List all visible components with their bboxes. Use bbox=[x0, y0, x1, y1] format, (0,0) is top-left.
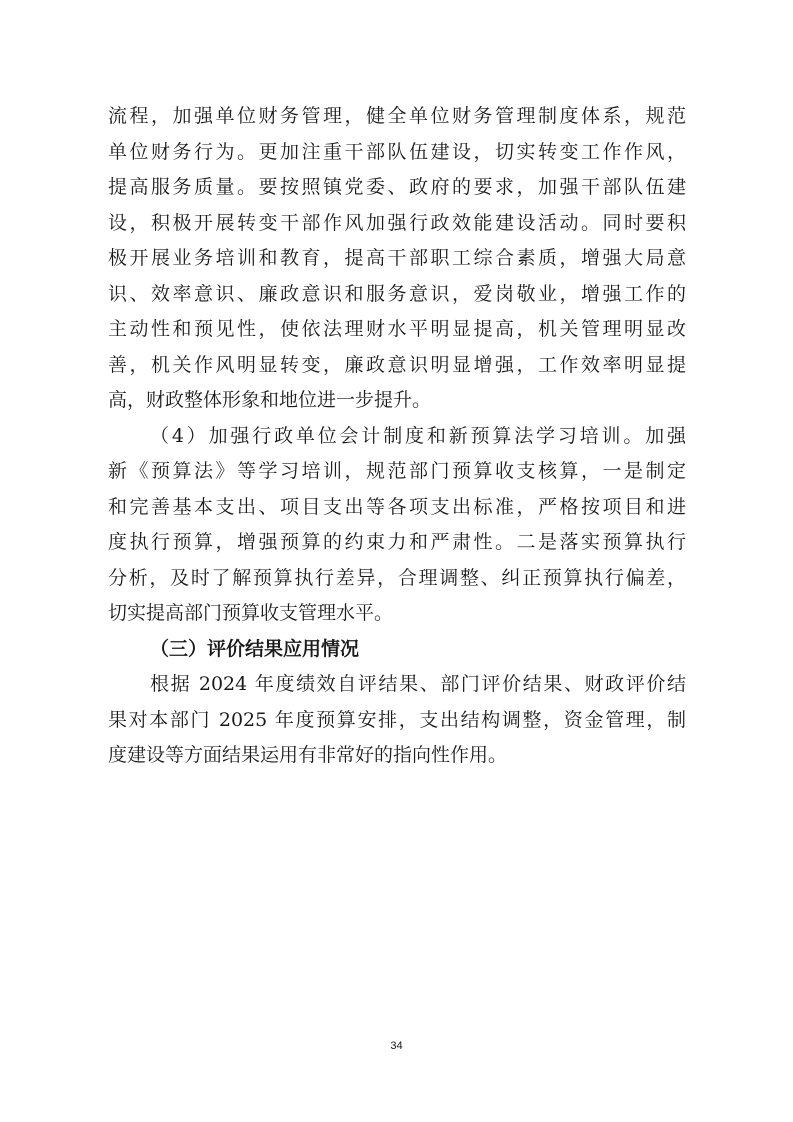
page-number: 34 bbox=[390, 1040, 403, 1052]
paragraph-item-4 bbox=[108, 419, 686, 632]
text-line: 度建设等方面结果运用有非常好的指向性作用。 bbox=[108, 744, 508, 766]
paragraph-results bbox=[108, 667, 686, 774]
text-line: 高，财政整体形象和地位进一步提升。 bbox=[108, 389, 432, 411]
text-line: 切实提高部门预算收支管理水平。 bbox=[108, 602, 394, 624]
text-line: 识、效率意识、廉政意识和服务意识，爱岗敬业，增强工作的 bbox=[108, 282, 686, 305]
text-line: 设，积极开展转变干部作风加强行政效能建设活动。同时要积 bbox=[108, 211, 686, 234]
text-line: 根据 2024 年度绩效自评结果、部门评价结果、财政评价结 bbox=[150, 673, 686, 695]
text-line: 果对本部门 2025 年度预算安排，支出结构调整，资金管理，制 bbox=[108, 708, 686, 731]
text-line: 提高服务质量。要按照镇党委、政府的要求，加强干部队伍建 bbox=[108, 176, 686, 198]
document-body bbox=[108, 99, 686, 774]
text-line: 和完善基本支出、项目支出等各项支出标准，严格按项目和进 bbox=[108, 495, 686, 518]
text-line: 流程，加强单位财务管理，健全单位财务管理制度体系，规范 bbox=[108, 105, 686, 127]
text-line: 善，机关作风明显转变，廉政意识明显增强，工作效率明显提 bbox=[108, 353, 686, 376]
text-line: （4）加强行政单位会计制度和新预算法学习培训。加强 bbox=[150, 424, 686, 447]
text-line: 度执行预算，增强预算的约束力和严肃性。二是落实预算执行 bbox=[108, 531, 686, 553]
text-line: 新《预算法》等学习培训，规范部门预算收支核算，一是制定 bbox=[108, 460, 686, 482]
paragraph-continuation bbox=[108, 99, 686, 419]
text-line: 主动性和预见性，使依法理财水平明显提高，机关管理明显改 bbox=[108, 318, 686, 340]
section-heading: （三）评价结果应用情况 bbox=[150, 637, 360, 660]
text-line: 极开展业务培训和教育，提高干部职工综合素质，增强大局意 bbox=[108, 247, 686, 269]
text-line: 分析，及时了解预算执行差异，合理调整、纠正预算执行偏差， bbox=[108, 566, 686, 589]
text-line: 单位财务行为。更加注重干部队伍建设，切实转变工作作风， bbox=[108, 140, 686, 163]
